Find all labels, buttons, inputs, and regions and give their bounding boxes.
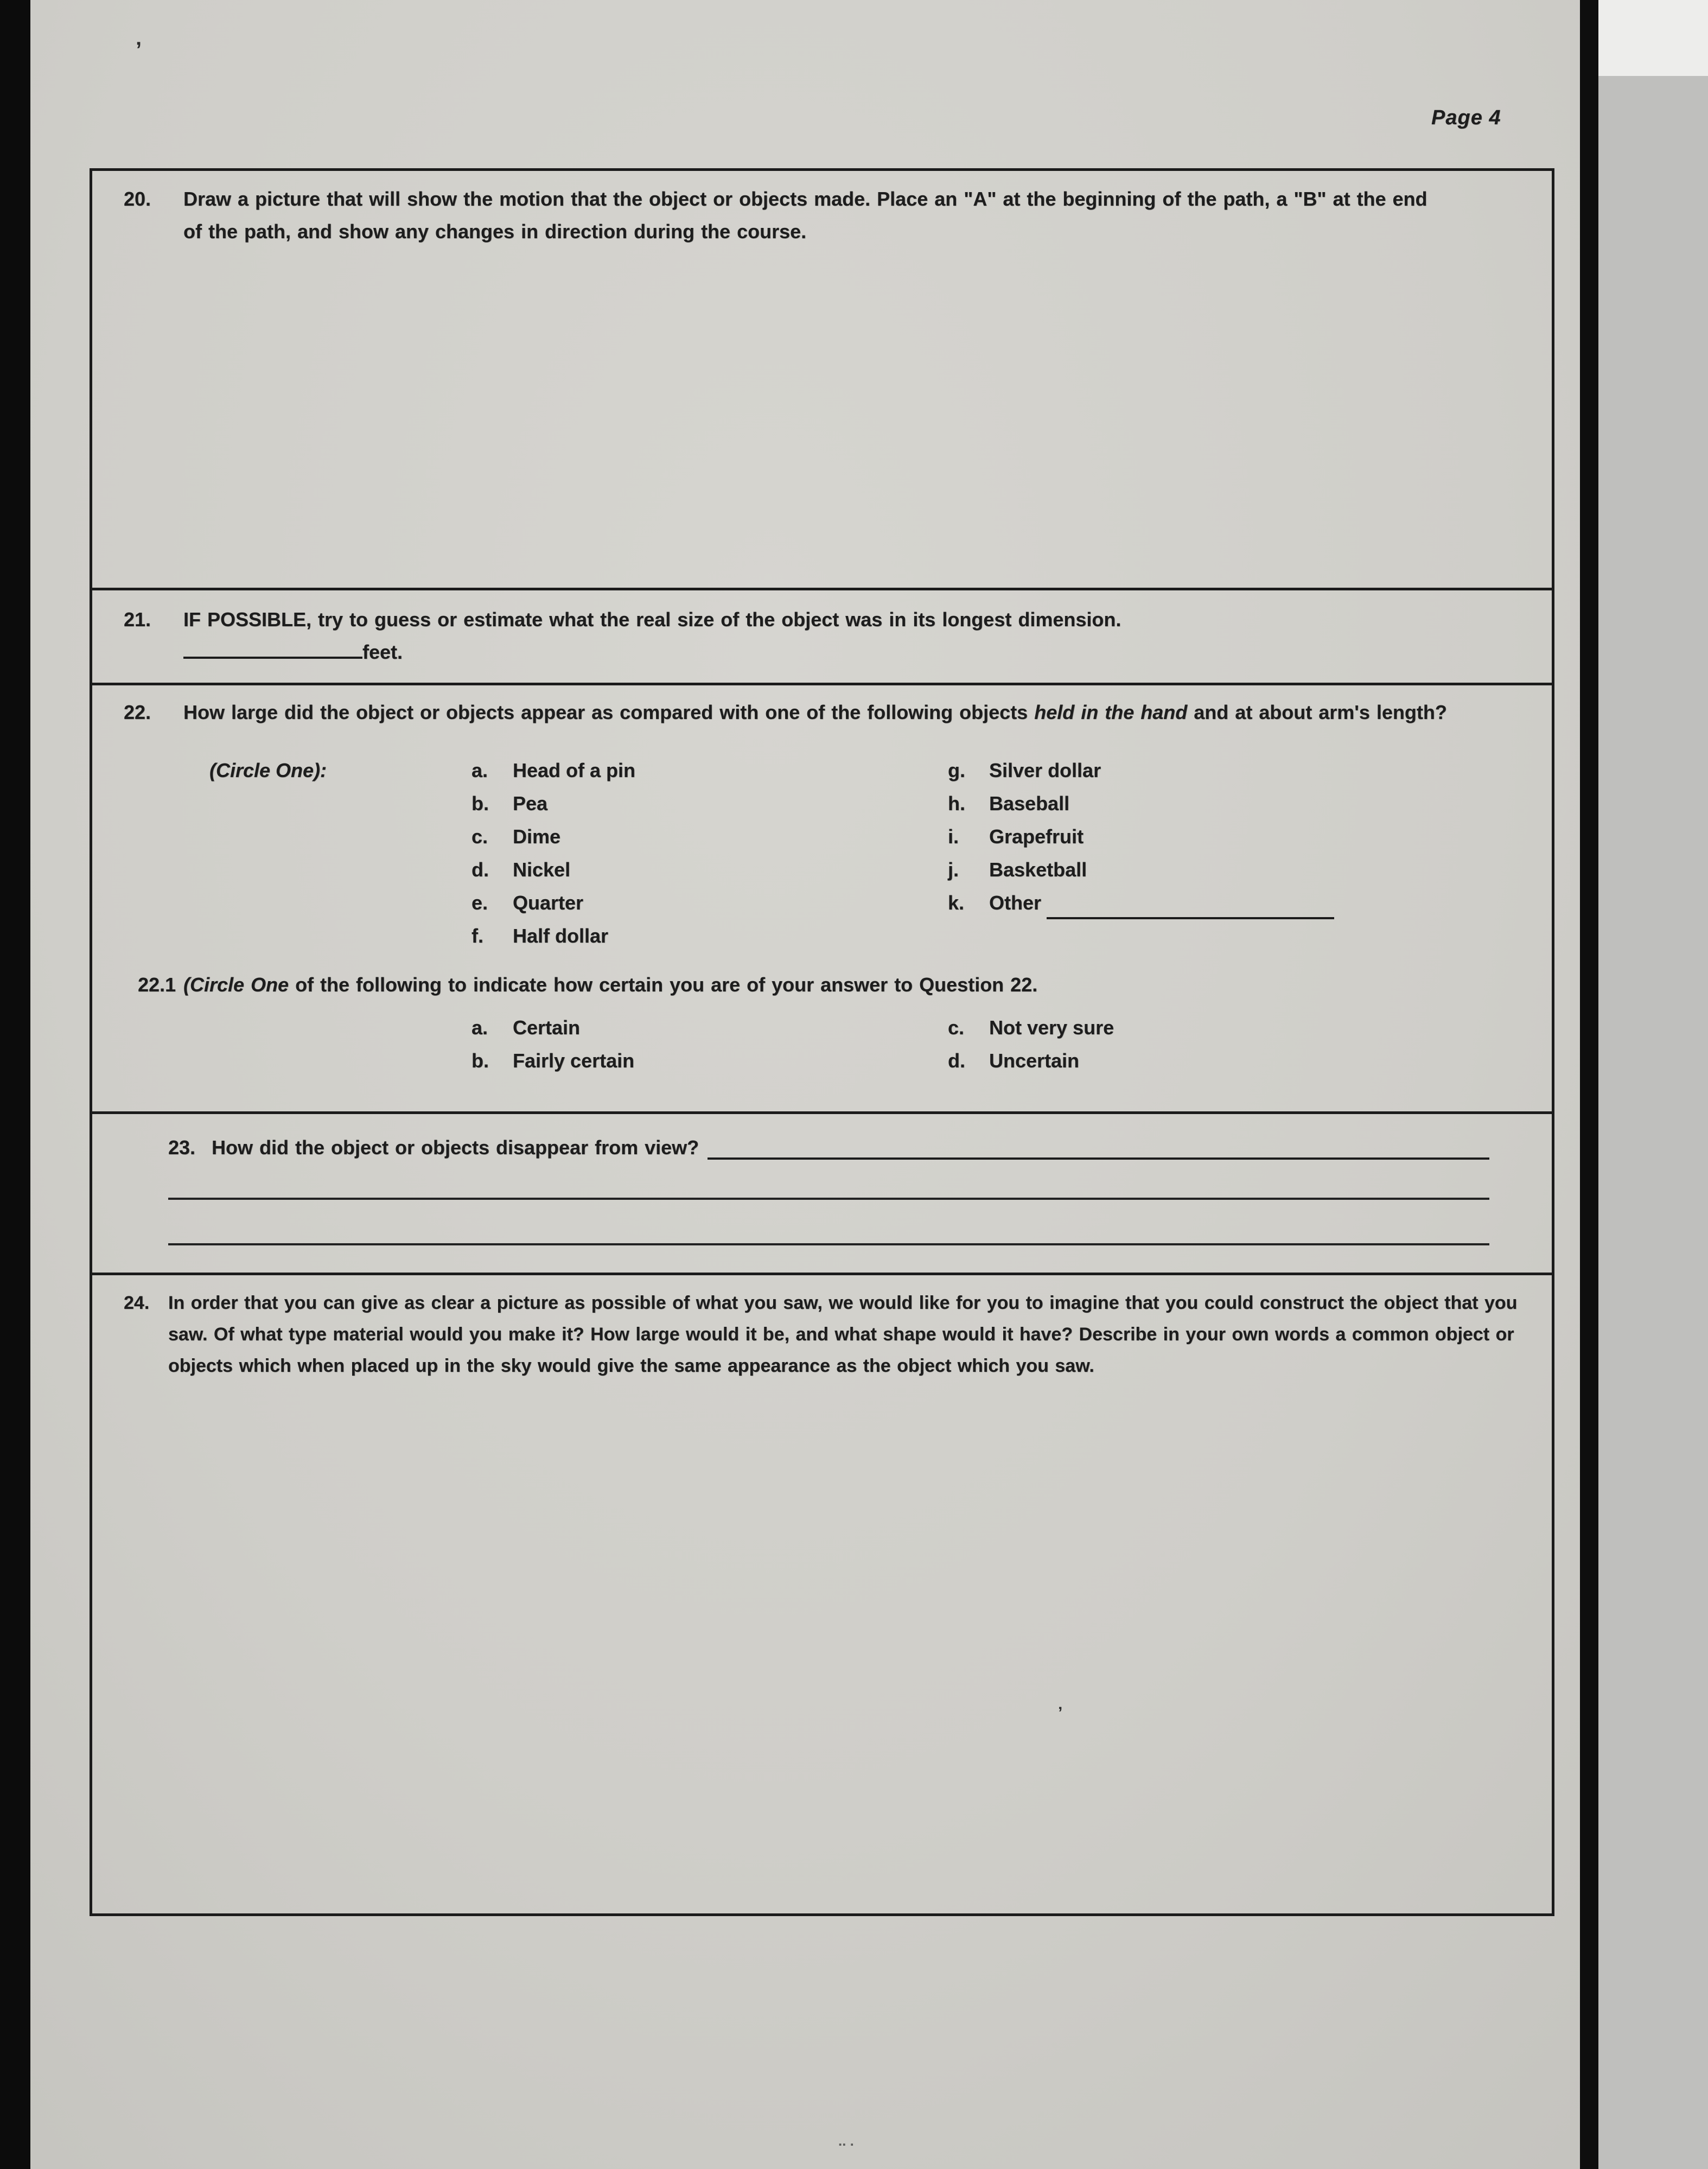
option-row: [471, 820, 635, 853]
option-label: Head of a pin: [513, 759, 636, 781]
scan-right-edge: [1580, 0, 1598, 2169]
scan-left-edge: [0, 0, 30, 2169]
question-text-italic: (Circle One: [183, 974, 289, 996]
option-label: Other: [989, 892, 1042, 914]
question-text: [183, 969, 1037, 1001]
option-letter: h.: [948, 792, 965, 815]
option-row: [948, 886, 1334, 919]
option-row: [471, 886, 635, 919]
option-row: [471, 754, 635, 787]
option-letter: b.: [471, 1049, 489, 1072]
question-number: 22.: [124, 701, 151, 723]
question-21-section: [90, 588, 1554, 685]
question-text: [183, 696, 1453, 729]
question-text-italic: held in the hand: [1034, 701, 1188, 723]
option-letter: a.: [471, 1016, 488, 1039]
other-answer-blank: [1047, 886, 1334, 919]
option-row: [948, 853, 1334, 886]
question-number: 22.1: [138, 974, 176, 996]
option-row: [948, 1011, 1114, 1044]
option-letter: a.: [471, 759, 488, 781]
answer-line: [168, 1164, 1489, 1200]
option-letter: g.: [948, 759, 965, 781]
question-20-section: [90, 168, 1554, 590]
option-label: Grapefruit: [989, 825, 1084, 848]
option-label: Nickel: [513, 858, 571, 881]
option-row: [948, 1044, 1114, 1077]
question-24-section: [90, 1273, 1554, 1916]
feet-suffix-label: feet.: [362, 641, 403, 663]
disappear-answer-blank: [708, 1131, 1489, 1160]
q22-options-left-column: [471, 754, 635, 952]
question-text: How did the object or objects disappear from view?: [212, 1136, 699, 1159]
option-row: [471, 919, 635, 952]
option-row: [471, 787, 635, 820]
option-label: Dime: [513, 825, 561, 848]
page-number-label: Page 4: [1431, 106, 1501, 129]
question-text-part: and at about arm's length?: [1187, 701, 1447, 723]
option-letter: j.: [948, 858, 959, 881]
option-letter: c.: [948, 1016, 965, 1039]
question-text: IF POSSIBLE, try to guess or estimate what the real size of the object was in its longest dimension.: [183, 608, 1121, 631]
answer-line: [168, 1200, 1489, 1245]
q22-options: [92, 754, 1552, 952]
option-row: [471, 853, 635, 886]
option-letter: i.: [948, 825, 959, 848]
option-row: [471, 1011, 634, 1044]
option-letter: d.: [471, 858, 489, 881]
option-label: Certain: [513, 1016, 581, 1039]
question-text: In order that you can give as clear a picture as possible of what you saw, we would like for you to imagine that you could construct the object that you saw. Of what type material would you make it? How large would it be, and what shape would it have? Describe in your own words a common object or objects which when placed up in the sky would give the same appearance as the object which you saw.: [168, 1293, 1518, 1376]
option-letter: d.: [948, 1049, 965, 1072]
question-text-part: How large did the object or objects appear as compared with one of the following objects: [183, 701, 1035, 723]
option-letter: e.: [471, 892, 488, 914]
option-label: Basketball: [989, 858, 1087, 881]
scan-speck: .. .: [838, 2133, 854, 2149]
scan-speck: ’: [136, 38, 142, 62]
size-answer-blank: [183, 657, 362, 659]
scan-right-margin: [1598, 0, 1708, 2169]
option-label: Pea: [513, 792, 548, 815]
option-label: Quarter: [513, 892, 584, 914]
question-number: 20.: [124, 188, 151, 210]
option-label: Baseball: [989, 792, 1070, 815]
question-number: 24.: [124, 1293, 150, 1313]
option-row: [948, 820, 1334, 853]
q22-1-options-right-column: [948, 1011, 1114, 1077]
circle-one-label: (Circle One):: [209, 759, 327, 781]
scan-speck: ’: [1058, 1704, 1063, 1722]
drawing-area: [92, 248, 1552, 541]
scan-right-margin-top: [1598, 0, 1708, 76]
question-text-part: of the following to indicate how certain you are of your answer to Question 22.: [289, 974, 1038, 996]
option-row: [948, 754, 1334, 787]
option-letter: b.: [471, 792, 489, 815]
option-label: Fairly certain: [513, 1049, 635, 1072]
description-area: [92, 1382, 1552, 1859]
question-number: 23.: [168, 1136, 196, 1159]
q22-1-options-left-column: [471, 1011, 634, 1077]
question-22-section: [90, 683, 1554, 1114]
option-label: Not very sure: [989, 1016, 1114, 1039]
option-label: Half dollar: [513, 925, 609, 947]
question-text: Draw a picture that will show the motion that the object or objects made. Place an "A" at the beginning of the path, a "B" at the end of the path, and show any changes in direction during the course.: [183, 188, 1427, 243]
option-row: [471, 1044, 634, 1077]
question-number: 21.: [124, 608, 151, 631]
q22-1-options: [92, 1011, 1552, 1077]
option-row: [948, 787, 1334, 820]
option-label: Silver dollar: [989, 759, 1101, 781]
option-letter: k.: [948, 892, 965, 914]
option-letter: f.: [471, 925, 483, 947]
question-23-section: [90, 1111, 1554, 1275]
option-label: Uncertain: [989, 1049, 1080, 1072]
option-letter: c.: [471, 825, 488, 848]
q22-options-right-column: [948, 754, 1334, 919]
